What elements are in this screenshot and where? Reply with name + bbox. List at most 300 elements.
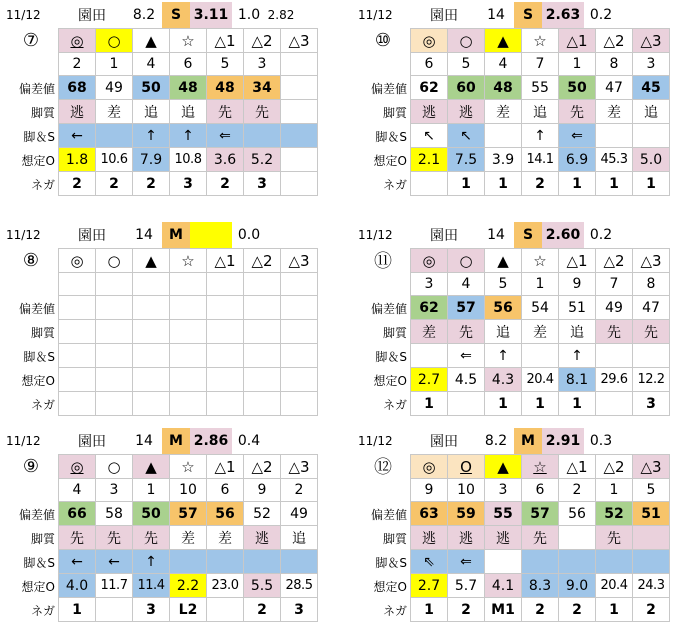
race-value-2: [618, 2, 648, 28]
row-cells: [410, 502, 670, 526]
cell-deviation: 47: [596, 76, 633, 100]
cell-numbers: 4: [448, 272, 485, 296]
cell-nega: 2: [207, 172, 244, 196]
cell-leg-type: 追: [522, 100, 559, 124]
row-cells: [410, 344, 670, 368]
cell-leg-s: ⇖: [411, 550, 448, 574]
race-grade: M: [162, 222, 190, 248]
cell-numbers: 9: [411, 478, 448, 502]
cell-deviation: 57: [448, 296, 485, 320]
cell-marks: ☆: [522, 455, 559, 479]
cell-deviation: 34: [244, 76, 281, 100]
row-cells: [58, 574, 318, 598]
cell-marks: ◎: [59, 455, 96, 479]
race-header: [356, 222, 674, 248]
race-header: [4, 222, 322, 248]
cell-numbers: [281, 52, 318, 76]
cell-marks: ◎: [59, 249, 96, 273]
cell-nega: 1: [559, 392, 596, 416]
cell-numbers: [133, 272, 170, 296]
race-odds: 2.63: [542, 2, 584, 28]
cell-deviation: 50: [559, 76, 596, 100]
cell-numbers: 3: [633, 52, 670, 76]
cell-nega: [59, 392, 96, 416]
cell-leg-type: 追: [170, 100, 207, 124]
cell-numbers: 5: [633, 478, 670, 502]
row-cells: [410, 320, 670, 344]
cell-leg-type: [207, 320, 244, 344]
cell-marks: ☆: [170, 29, 207, 53]
race-grade: M: [514, 428, 542, 454]
cell-numbers: 6: [170, 52, 207, 76]
row-label-leg-type: 脚質: [30, 105, 55, 120]
row-expected-odds: [356, 368, 674, 392]
cell-leg-s: ↑: [133, 550, 170, 574]
race-venue: 園田: [78, 434, 106, 450]
cell-leg-type: 追: [485, 320, 522, 344]
row-numbers: [4, 272, 322, 296]
row-cells: [410, 392, 670, 416]
race-value-1: 0.4: [237, 433, 261, 449]
cell-numbers: 5: [485, 272, 522, 296]
cell-leg-type: [96, 320, 133, 344]
race-value-2: [266, 428, 296, 454]
cell-marks: △3: [281, 249, 318, 273]
race-distance: 14: [487, 7, 505, 23]
cell-deviation: [207, 296, 244, 320]
cell-leg-s: [207, 344, 244, 368]
row-expected-odds: [4, 148, 322, 172]
cell-leg-s: [633, 550, 670, 574]
cell-leg-s: [485, 550, 522, 574]
cell-leg-type: 逃: [485, 526, 522, 550]
cell-nega: 1: [485, 392, 522, 416]
cell-leg-s: [633, 124, 670, 148]
row-cells: [410, 52, 670, 76]
cell-numbers: 4: [59, 478, 96, 502]
race-grade: M: [162, 428, 190, 454]
row-nega: [4, 392, 322, 416]
cell-expected-odds: 10.8: [170, 148, 207, 172]
cell-leg-s: [411, 344, 448, 368]
cell-nega: 3: [281, 598, 318, 622]
row-cells: [58, 344, 318, 368]
cell-numbers: [170, 272, 207, 296]
row-cells: [58, 124, 318, 148]
cell-numbers: 1: [559, 52, 596, 76]
cell-expected-odds: 24.3: [633, 574, 670, 598]
cell-numbers: [59, 272, 96, 296]
cell-leg-type: 先: [96, 526, 133, 550]
cell-marks: ○: [96, 249, 133, 273]
cell-marks: △1: [559, 249, 596, 273]
row-cells: [410, 148, 670, 172]
row-label-nega: ネガ: [30, 397, 55, 412]
row-label-expected-odds: 想定O: [21, 153, 55, 168]
row-cells: [58, 76, 318, 100]
row-nega: [356, 172, 674, 196]
cell-numbers: 9: [559, 272, 596, 296]
cell-numbers: 9: [244, 478, 281, 502]
row-label-leg-s: 脚＆S: [375, 349, 407, 364]
cell-leg-type: 先: [207, 100, 244, 124]
cell-leg-s: [281, 124, 318, 148]
cell-leg-s: ←: [59, 550, 96, 574]
cell-leg-type: 先: [522, 526, 559, 550]
race-value-1: 0.2: [589, 227, 613, 243]
cell-marks: ▲: [133, 29, 170, 53]
cell-marks: △2: [596, 249, 633, 273]
row-cells: [58, 296, 318, 320]
row-leg-s: [356, 124, 674, 148]
race-odds: [190, 222, 232, 248]
race-grade: S: [514, 2, 542, 28]
row-cells: [58, 100, 318, 124]
cell-deviation: 50: [133, 502, 170, 526]
cell-leg-s: [170, 550, 207, 574]
row-label-leg-s: 脚＆S: [23, 555, 55, 570]
row-label-nega: ネガ: [382, 603, 407, 618]
row-label-leg-s: 脚＆S: [375, 129, 407, 144]
race-value-2: [266, 222, 296, 248]
cell-leg-s: ↑: [133, 124, 170, 148]
cell-nega: 2: [448, 598, 485, 622]
race-header: [356, 428, 674, 454]
row-marks: [356, 248, 674, 272]
row-cells: [410, 124, 670, 148]
cell-deviation: [170, 296, 207, 320]
race-date: 11/12: [6, 434, 41, 448]
row-label-expected-odds: 想定O: [21, 579, 55, 594]
cell-expected-odds: 2.1: [411, 148, 448, 172]
race-panel-9: [4, 428, 322, 622]
cell-marks: △3: [633, 249, 670, 273]
cell-leg-type: 差: [96, 100, 133, 124]
row-label-leg-type: 脚質: [382, 325, 407, 340]
cell-deviation: 49: [281, 502, 318, 526]
cell-expected-odds: 12.2: [633, 368, 670, 392]
cell-leg-s: ↑: [522, 124, 559, 148]
cell-leg-type: [633, 526, 670, 550]
row-cells: [410, 478, 670, 502]
cell-leg-s: ↖: [448, 124, 485, 148]
cell-deviation: 56: [559, 502, 596, 526]
cell-deviation: 59: [448, 502, 485, 526]
cell-nega: [207, 392, 244, 416]
row-cells: [58, 550, 318, 574]
row-cells: [58, 368, 318, 392]
race-venue: 園田: [430, 434, 458, 450]
cell-deviation: 50: [133, 76, 170, 100]
cell-expected-odds: 8.3: [522, 574, 559, 598]
cell-nega: 3: [133, 598, 170, 622]
row-label-leg-s: 脚＆S: [375, 555, 407, 570]
row-label-deviation: 偏差値: [370, 81, 407, 96]
cell-leg-s: [133, 344, 170, 368]
race-distance: 8.2: [484, 433, 508, 449]
cell-nega: 2: [633, 598, 670, 622]
row-label-leg-type: 脚質: [30, 325, 55, 340]
cell-marks: △1: [207, 29, 244, 53]
cell-marks: ◎: [411, 29, 448, 53]
cell-expected-odds: 5.7: [448, 574, 485, 598]
cell-leg-s: [244, 124, 281, 148]
cell-expected-odds: 4.3: [485, 368, 522, 392]
cell-numbers: 10: [448, 478, 485, 502]
cell-marks: O: [448, 455, 485, 479]
cell-leg-type: [170, 320, 207, 344]
row-leg-type: [4, 320, 322, 344]
cell-deviation: 56: [207, 502, 244, 526]
cell-marks: ○: [448, 29, 485, 53]
row-cells: [58, 320, 318, 344]
cell-expected-odds: 4.1: [485, 574, 522, 598]
race-number: ⑪: [374, 251, 392, 272]
cell-leg-type: 逃: [244, 526, 281, 550]
cell-marks: ◎: [59, 29, 96, 53]
race-number: ⑦: [22, 29, 40, 51]
cell-deviation: 62: [411, 296, 448, 320]
cell-marks: ○: [96, 29, 133, 53]
cell-nega: 2: [133, 172, 170, 196]
cell-numbers: 5: [207, 52, 244, 76]
cell-leg-type: 差: [170, 526, 207, 550]
race-date: 11/12: [6, 228, 41, 242]
cell-nega: 2: [59, 172, 96, 196]
row-cells: [410, 248, 670, 272]
cell-numbers: 2: [59, 52, 96, 76]
cell-nega: 3: [633, 392, 670, 416]
row-label-deviation: 偏差値: [370, 507, 407, 522]
row-nega: [4, 598, 322, 622]
cell-nega: 1: [485, 172, 522, 196]
cell-numbers: 3: [244, 52, 281, 76]
cell-nega: M1: [485, 598, 522, 622]
cell-leg-type: [281, 100, 318, 124]
cell-nega: [133, 392, 170, 416]
cell-leg-s: [596, 550, 633, 574]
row-numbers: [356, 478, 674, 502]
race-header: [4, 2, 322, 28]
cell-expected-odds: 5.0: [633, 148, 670, 172]
row-cells: [58, 392, 318, 416]
cell-leg-type: [133, 320, 170, 344]
cell-marks: △1: [559, 29, 596, 53]
cell-deviation: 55: [522, 76, 559, 100]
cell-leg-s: [96, 124, 133, 148]
row-label-leg-type: 脚質: [382, 531, 407, 546]
cell-marks: ☆: [522, 29, 559, 53]
row-numbers: [356, 272, 674, 296]
cell-expected-odds: 10.6: [96, 148, 133, 172]
cell-leg-type: 追: [559, 320, 596, 344]
cell-nega: 1: [448, 172, 485, 196]
cell-nega: 2: [522, 598, 559, 622]
cell-nega: 1: [522, 392, 559, 416]
row-leg-type: [4, 526, 322, 550]
cell-leg-s: [596, 344, 633, 368]
cell-marks: ☆: [170, 455, 207, 479]
cell-nega: [170, 392, 207, 416]
cell-nega: [281, 392, 318, 416]
cell-leg-type: 差: [411, 320, 448, 344]
cell-leg-type: 逃: [448, 100, 485, 124]
cell-expected-odds: 2.7: [411, 368, 448, 392]
row-cells: [58, 272, 318, 296]
cell-leg-type: 追: [633, 100, 670, 124]
race-panel-12: [356, 428, 674, 622]
row-label-nega: ネガ: [30, 177, 55, 192]
race-value-1: 0.2: [589, 7, 613, 23]
cell-deviation: 63: [411, 502, 448, 526]
race-distance: 8.2: [132, 7, 156, 23]
cell-numbers: 2: [281, 478, 318, 502]
row-marks: [4, 454, 322, 478]
cell-deviation: [59, 296, 96, 320]
cell-marks: ☆: [170, 249, 207, 273]
row-cells: [58, 148, 318, 172]
row-label-leg-type: 脚質: [30, 531, 55, 546]
cell-deviation: [96, 296, 133, 320]
cell-deviation: 68: [59, 76, 96, 100]
cell-marks: △1: [559, 455, 596, 479]
race-header: [4, 428, 322, 454]
row-leg-s: [356, 550, 674, 574]
cell-leg-s: [596, 124, 633, 148]
row-label-numbers: [356, 52, 410, 76]
cell-expected-odds: 11.4: [133, 574, 170, 598]
cell-deviation: 66: [59, 502, 96, 526]
cell-deviation: 51: [633, 502, 670, 526]
cell-nega: [411, 172, 448, 196]
cell-numbers: 7: [522, 52, 559, 76]
race-grade: S: [514, 222, 542, 248]
race-panel-8: [4, 222, 322, 416]
row-label-leg-s: 脚＆S: [23, 129, 55, 144]
race-value-2: [618, 222, 648, 248]
row-deviation: [4, 76, 322, 100]
row-expected-odds: [356, 148, 674, 172]
cell-expected-odds: [133, 368, 170, 392]
cell-leg-s: [485, 124, 522, 148]
row-leg-type: [356, 526, 674, 550]
row-deviation: [4, 296, 322, 320]
cell-numbers: 6: [207, 478, 244, 502]
cell-leg-type: 先: [448, 320, 485, 344]
race-distance: 14: [135, 433, 153, 449]
cell-deviation: 57: [170, 502, 207, 526]
row-cells: [410, 574, 670, 598]
row-leg-s: [4, 550, 322, 574]
cell-numbers: 3: [485, 478, 522, 502]
cell-numbers: 4: [485, 52, 522, 76]
row-numbers: [4, 478, 322, 502]
cell-numbers: 6: [522, 478, 559, 502]
cell-deviation: 60: [448, 76, 485, 100]
cell-deviation: 51: [559, 296, 596, 320]
cell-deviation: 62: [411, 76, 448, 100]
race-value-1: 0.3: [589, 433, 613, 449]
cell-numbers: 8: [596, 52, 633, 76]
cell-leg-s: [96, 344, 133, 368]
row-label-numbers: [4, 272, 58, 296]
cell-leg-type: 差: [207, 526, 244, 550]
cell-nega: [207, 598, 244, 622]
cell-leg-type: 逃: [411, 526, 448, 550]
cell-marks: ▲: [133, 249, 170, 273]
race-venue: 園田: [78, 8, 106, 24]
cell-deviation: 48: [170, 76, 207, 100]
cell-nega: 2: [244, 598, 281, 622]
cell-expected-odds: 5.5: [244, 574, 281, 598]
cell-leg-s: ←: [96, 550, 133, 574]
race-date: 11/12: [358, 8, 393, 22]
cell-expected-odds: 3.9: [485, 148, 522, 172]
race-value-1: 1.0: [237, 7, 261, 23]
cell-numbers: 10: [170, 478, 207, 502]
cell-numbers: [244, 272, 281, 296]
cell-expected-odds: 5.2: [244, 148, 281, 172]
cell-nega: 1: [633, 172, 670, 196]
cell-expected-odds: 4.5: [448, 368, 485, 392]
row-expected-odds: [4, 368, 322, 392]
cell-marks: ▲: [485, 29, 522, 53]
cell-deviation: 49: [96, 76, 133, 100]
cell-expected-odds: 20.4: [522, 368, 559, 392]
cell-deviation: [281, 296, 318, 320]
row-cells: [58, 502, 318, 526]
row-cells: [410, 76, 670, 100]
cell-leg-type: 先: [633, 320, 670, 344]
row-cells: [58, 52, 318, 76]
row-label-expected-odds: 想定O: [373, 373, 407, 388]
cell-leg-s: ↑: [559, 344, 596, 368]
cell-nega: [448, 392, 485, 416]
cell-expected-odds: 4.0: [59, 574, 96, 598]
row-cells: [410, 172, 670, 196]
row-cells: [58, 454, 318, 478]
row-cells: [58, 526, 318, 550]
cell-nega: 2: [522, 172, 559, 196]
cell-leg-type: 先: [559, 100, 596, 124]
cell-deviation: 58: [96, 502, 133, 526]
cell-expected-odds: 2.2: [170, 574, 207, 598]
cell-marks: △2: [244, 455, 281, 479]
cell-leg-s: ⇐: [207, 124, 244, 148]
race-date: 11/12: [6, 8, 41, 22]
cell-deviation: [244, 296, 281, 320]
cell-leg-s: ⇐: [559, 124, 596, 148]
race-odds: 2.60: [542, 222, 584, 248]
cell-expected-odds: [281, 148, 318, 172]
cell-leg-type: 差: [522, 320, 559, 344]
cell-deviation: 52: [244, 502, 281, 526]
cell-expected-odds: 11.7: [96, 574, 133, 598]
cell-marks: ○: [96, 455, 133, 479]
row-expected-odds: [356, 574, 674, 598]
row-cells: [410, 368, 670, 392]
cell-leg-type: 先: [133, 526, 170, 550]
cell-leg-s: [207, 550, 244, 574]
cell-deviation: 55: [485, 502, 522, 526]
row-deviation: [4, 502, 322, 526]
cell-leg-s: ↖: [411, 124, 448, 148]
cell-deviation: [281, 76, 318, 100]
cell-leg-s: ⇐: [448, 344, 485, 368]
row-label-nega: ネガ: [382, 397, 407, 412]
row-deviation: [356, 502, 674, 526]
cell-nega: L2: [170, 598, 207, 622]
